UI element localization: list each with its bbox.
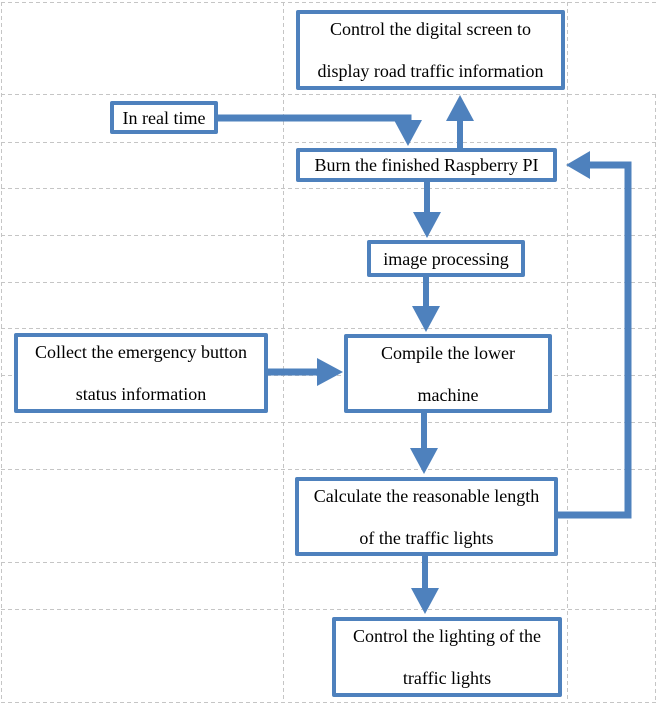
node-collect-button (14, 333, 268, 413)
arrow-calculate-to-burn-feedback (558, 151, 628, 515)
node-calculate-length (295, 477, 558, 556)
node-compile-lower (344, 334, 552, 413)
arrow-imageprocessing-to-compile (412, 277, 440, 332)
node-burn-raspberry (296, 148, 557, 182)
arrow-collect-to-compile (268, 358, 343, 386)
node-control-screen (296, 10, 565, 90)
arrow-inrealtime-to-burn (216, 118, 422, 146)
node-label-line: Control the lighting of the (353, 626, 541, 646)
arrow-burn-to-controlscreen (446, 95, 474, 148)
node-label-line: machine (417, 384, 479, 405)
arrow-calculate-to-lighting (411, 556, 439, 614)
node-control-lighting (332, 617, 562, 697)
node-label-line: Control the digital screen to (330, 19, 531, 39)
node-label-line: In real time (122, 107, 206, 128)
node-label-line: status information (75, 384, 207, 404)
node-image-processing (367, 240, 525, 277)
node-in-real-time (110, 101, 218, 134)
node-label-line: Burn the finished Raspberry PI (314, 155, 539, 175)
node-label-line: traffic lights (402, 668, 492, 688)
arrow-burn-to-imageprocessing (413, 182, 441, 238)
node-label-line: Calculate the reasonable length (313, 485, 540, 506)
node-label-line: image processing (383, 248, 509, 269)
node-label-line: of the traffic lights (359, 527, 494, 548)
node-label-line: Collect the emergency button (34, 342, 248, 362)
node-label-line: Compile the lower (381, 342, 515, 363)
node-label-line: display road traffic information (317, 61, 544, 81)
